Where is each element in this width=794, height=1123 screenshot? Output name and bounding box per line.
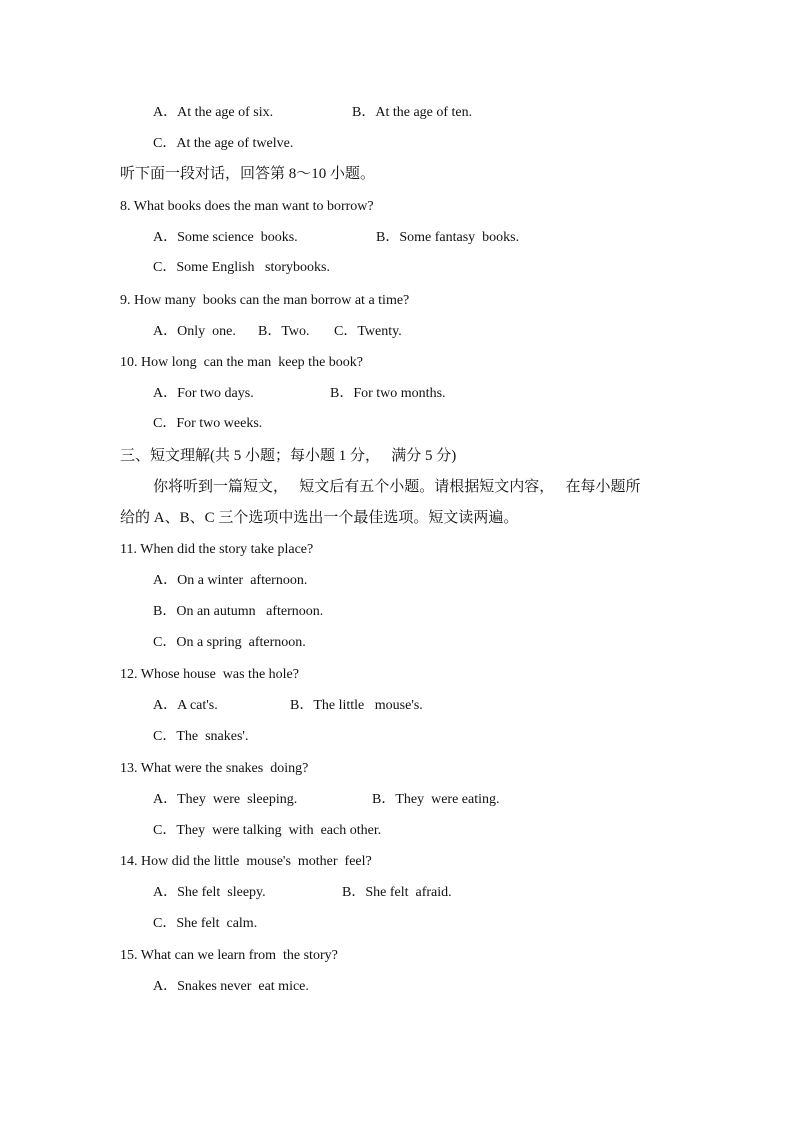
section3-instruction-line2: 给的 A、B、C 三个选项中选出一个最佳选项。短文读两遍。 — [120, 510, 519, 526]
q15-question: 15. What can we learn from the story? — [120, 948, 338, 963]
q10-option-a: A．For two days. — [153, 386, 254, 401]
q11-option-a: A．On a winter afternoon. — [153, 573, 308, 588]
instruction-8-10: 听下面一段对话，回答第 8～10 小题。 — [120, 166, 376, 182]
q13-question: 13. What were the snakes doing? — [120, 761, 309, 776]
q7-option-c: C．At the age of twelve. — [153, 136, 294, 151]
q8-option-c: C．Some English storybooks. — [153, 260, 330, 275]
q9-option-c: C．Twenty. — [334, 324, 402, 339]
q8-option-a: A．Some science books. — [153, 230, 298, 245]
q8-question: 8. What books does the man want to borrow? — [120, 199, 374, 214]
q14-option-b: B．She felt afraid. — [342, 885, 452, 900]
q12-option-b: B．The little mouse's. — [290, 698, 423, 713]
q10-option-c: C．For two weeks. — [153, 416, 263, 431]
q14-option-c: C．She felt calm. — [153, 916, 258, 931]
q9-option-b: B．Two. — [258, 324, 310, 339]
q9-option-a: A．Only one. — [153, 324, 236, 339]
q11-option-b: B．On an autumn afternoon. — [153, 604, 324, 619]
q8-option-b: B．Some fantasy books. — [376, 230, 520, 245]
q7-option-a: A．At the age of six. — [153, 105, 274, 120]
q10-question: 10. How long can the man keep the book? — [120, 355, 363, 370]
q13-option-c: C．They were talking with each other. — [153, 823, 382, 838]
q12-question: 12. Whose house was the hole? — [120, 667, 299, 682]
q13-option-a: A．They were sleeping. — [153, 792, 298, 807]
q12-option-c: C．The snakes'. — [153, 729, 249, 744]
q14-question: 14. How did the little mouse's mother feel? — [120, 854, 372, 869]
q11-question: 11. When did the story take place? — [120, 542, 314, 557]
section3-instruction-line1: 你将听到一篇短文， 短文后有五个小题。请根据短文内容， 在每小题所 — [153, 479, 641, 495]
q9-question: 9. How many books can the man borrow at a time? — [120, 293, 410, 308]
q12-option-a: A．A cat's. — [153, 698, 218, 713]
q13-option-b: B．They were eating. — [372, 792, 500, 807]
q10-option-b: B．For two months. — [330, 386, 446, 401]
q14-option-a: A．She felt sleepy. — [153, 885, 266, 900]
q15-option-a: A．Snakes never eat mice. — [153, 979, 309, 994]
q7-option-b: B．At the age of ten. — [352, 105, 473, 120]
q11-option-c: C．On a spring afternoon. — [153, 635, 306, 650]
section3-heading: 三、短文理解(共 5 小题；每小题 1 分， 满分 5 分) — [120, 448, 457, 464]
